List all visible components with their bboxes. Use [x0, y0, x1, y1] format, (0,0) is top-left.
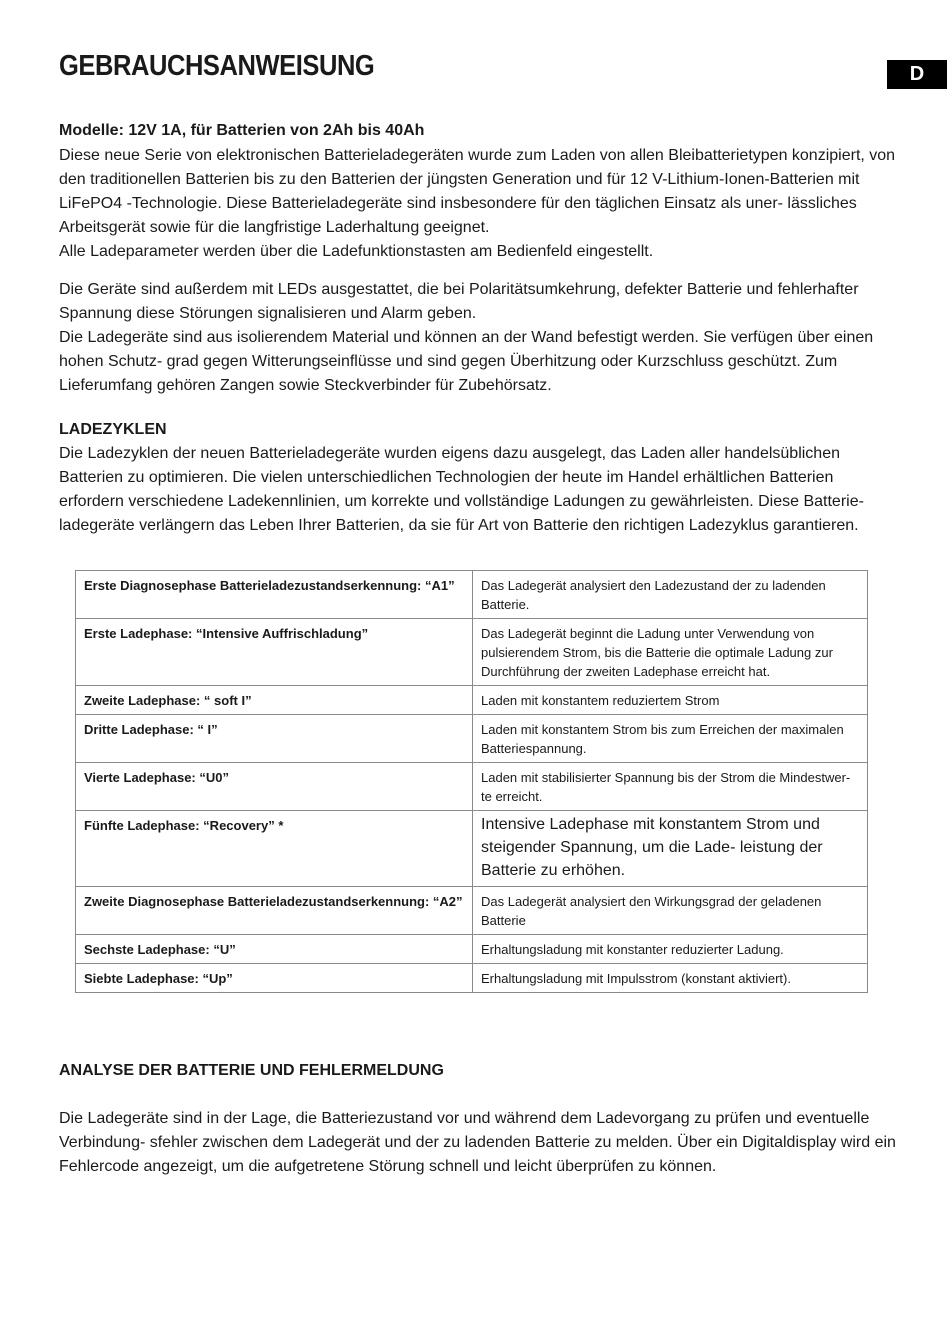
intro-paragraph-1: Diese neue Serie von elektronischen Batterieladegeräten wurde zum Laden von allen Bleibatterietypen konzipiert, von den traditionellen Batterien bis zu den Batterien der jüngsten Generation und für 12 V-Lithium-Ionen-Batterien mit LiFePO4 -Technologie. Diese Batterieladegeräte sind insbesondere für den täglichen Einsatz als uner- lässliches Arbeitsgerät sowie für die langfristige Laderhaltung geeignet. — [59, 147, 896, 236]
phase-description-cell: Erhaltungsladung mit Impulsstrom (konstant aktiviert). — [473, 964, 868, 993]
phase-name-cell: Fünfte Ladephase: “Recovery” * — [76, 811, 473, 887]
charging-phases-table — [75, 570, 868, 993]
phase-name-cell: Zweite Ladephase: “ soft I” — [76, 686, 473, 715]
table-row — [76, 811, 868, 887]
page-title: GEBRAUCHSANWEISUNG — [59, 50, 375, 82]
intro-section — [59, 144, 899, 264]
ladezyklen-heading: LADEZYKLEN — [59, 421, 167, 438]
intro-paragraph-3: Die Geräte sind außerdem mit LEDs ausgestattet, die bei Polaritätsumkehrung, defekter Batterie und fehlerhafter Spannung diese Störungen signalisieren und Alarm geben. — [59, 281, 859, 322]
language-tab: D — [887, 60, 947, 89]
phase-description-cell: Intensive Ladephase mit konstantem Strom und steigender Spannung, um die Lade- leistung der Batterie zu erhöhen. — [473, 811, 868, 887]
intro-paragraph-4: Die Ladegeräte sind aus isolierendem Material und können an der Wand befestigt werden. Sie verfügen über einen hohen Schutz- grad gegen Witterungseinflüsse und sind gegen Überhitzung oder Kurzschluss geschützt. Zum Lieferumfang gehören Zangen sowie Steckverbinder für Zubehörsatz. — [59, 329, 874, 394]
phase-name-cell: Sechste Ladephase: “U” — [76, 935, 473, 964]
table-row — [76, 571, 868, 619]
phase-description-cell: Das Ladegerät beginnt die Ladung unter Verwendung von pulsierendem Strom, bis die Batterie die optimale Ladung zur Durchführung der zweiten Ladephase erreicht hat. — [473, 619, 868, 686]
phase-name-cell: Siebte Ladephase: “Up” — [76, 964, 473, 993]
intro-paragraph-2: Alle Ladeparameter werden über die Ladefunktionstasten am Bedienfeld eingestellt. — [59, 243, 654, 260]
table-row — [76, 935, 868, 964]
phase-description-cell: Das Ladegerät analysiert den Wirkungsgrad der geladenen Batterie — [473, 887, 868, 935]
analyse-heading: ANALYSE DER BATTERIE UND FEHLERMELDUNG — [59, 1062, 444, 1079]
features-section — [59, 278, 899, 398]
phase-description-cell: Erhaltungsladung mit konstanter reduzierter Ladung. — [473, 935, 868, 964]
ladezyklen-text: Die Ladezyklen der neuen Batterieladegeräte wurden eigens dazu ausgelegt, das Laden aller handelsüblichen Batterien zu optimieren. Die vielen unterschiedlichen Technologien der heute im Handel erhältlichen Batterien erfordern verschiedene Ladekennlinien, um korrekte und vollständige Ladungen zu gewährleisten. Diese Batterie- ladegeräte verlängern das Leben Ihrer Batterien, da sie für Art von Batterie den richtigen Ladezyklus garantieren. — [59, 445, 864, 534]
phase-description-cell: Laden mit konstantem Strom bis zum Erreichen der maximalen Batteriespannung. — [473, 715, 868, 763]
table-row — [76, 686, 868, 715]
analyse-text: Die Ladegeräte sind in der Lage, die Batteriezustand vor und während dem Ladevorgang zu prüfen und eventuelle Verbindung- sfehler zwischen dem Ladegerät und der zu ladenden Batterie zu melden. Über ein Digitaldisplay wird ein Fehlercode angezeigt, um die aufgetretene Störung schnell und leicht überprüfen zu können. — [59, 1110, 896, 1175]
phase-description-cell: Laden mit stabilisierter Spannung bis der Strom die Mindestwer- te erreicht. — [473, 763, 868, 811]
phase-name-cell: Zweite Diagnosephase Batterieladezustandserkennung: “A2” — [76, 887, 473, 935]
phase-description-cell: Das Ladegerät analysiert den Ladezustand der zu ladenden Batterie. — [473, 571, 868, 619]
table-row — [76, 964, 868, 993]
phase-name-cell: Erste Ladephase: “Intensive Auffrischladung” — [76, 619, 473, 686]
phase-name-cell: Erste Diagnosephase Batterieladezustandserkennung: “A1” — [76, 571, 473, 619]
phase-name-cell: Vierte Ladephase: “U0” — [76, 763, 473, 811]
models-heading: Modelle: 12V 1A, für Batterien von 2Ah bis 40Ah — [59, 122, 425, 139]
table-row — [76, 619, 868, 686]
phase-name-cell: Dritte Ladephase: “ I” — [76, 715, 473, 763]
table-row — [76, 763, 868, 811]
table-row — [76, 715, 868, 763]
table-row — [76, 887, 868, 935]
phase-description-cell: Laden mit konstantem reduziertem Strom — [473, 686, 868, 715]
